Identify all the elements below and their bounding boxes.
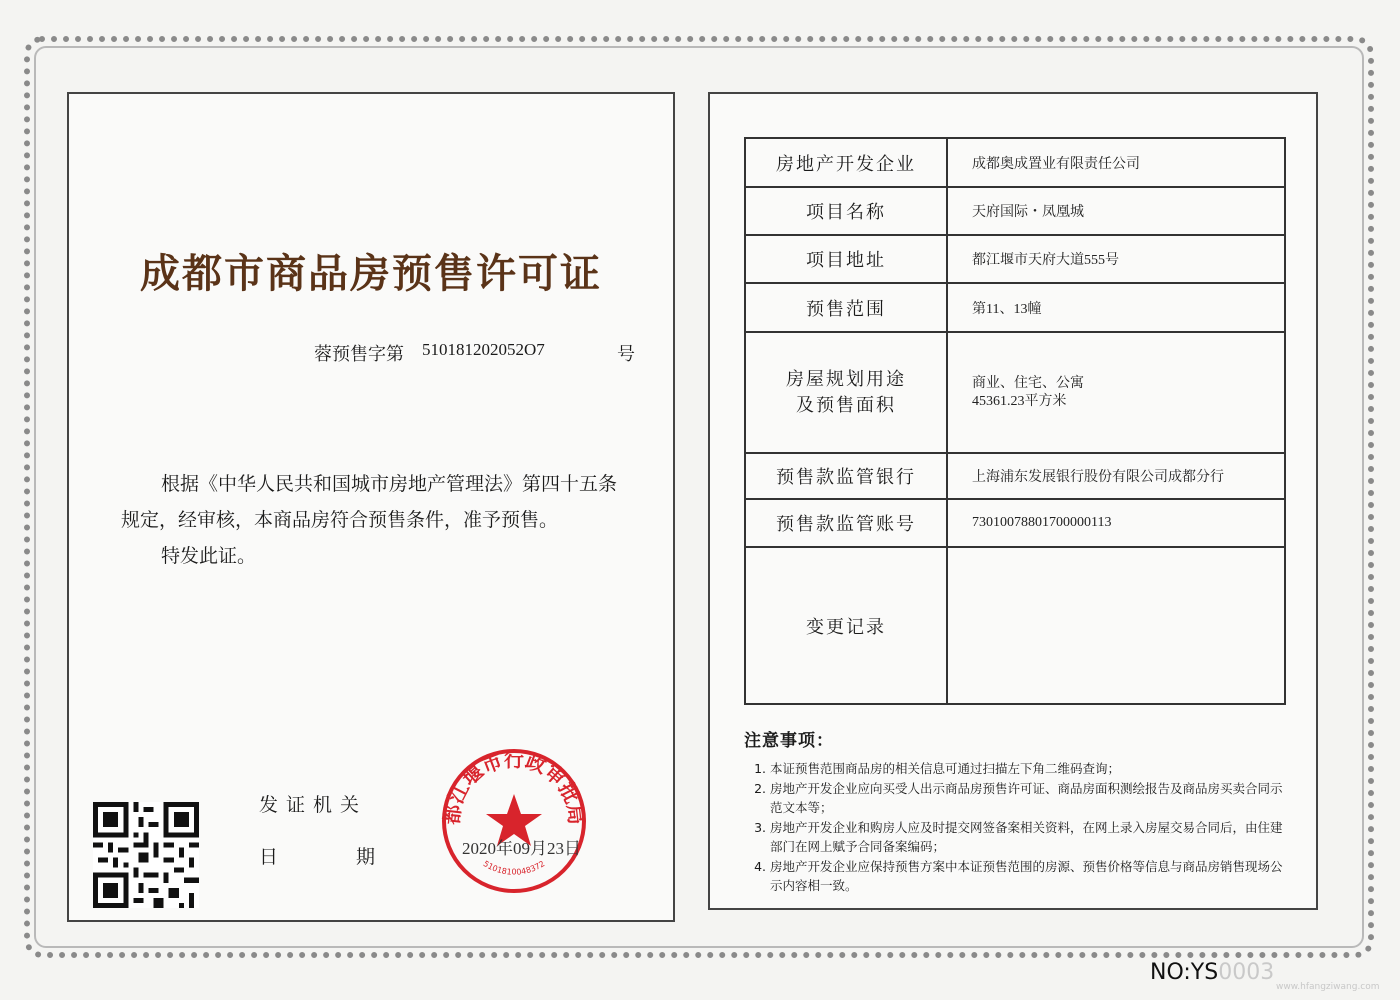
field-label-usage-area: 房屋规划用途 及预售面积 <box>745 332 947 453</box>
table-row <box>745 499 1285 547</box>
body-line-2: 规定，经审核，本商品房符合预售条件，准予预售。 <box>121 509 559 531</box>
issuing-authority-label: 发证机关 <box>259 794 368 816</box>
certificate-title: 成都市商品房预售许可证 <box>140 250 602 297</box>
seal-text: 都江堰市行政审批局 <box>439 747 589 826</box>
field-value-supervision-bank: 上海浦东发展银行股份有限公司成都分行 <box>947 453 1285 499</box>
certificate-right-panel <box>708 92 1318 910</box>
note-item: 4. 房地产开发企业应保持预售方案中本证预售范围的房源、预售价格等信息与商品房销售现场公示内容相一致。 <box>770 857 1292 895</box>
table-row <box>745 138 1285 187</box>
notes-title: 注意事项： <box>744 731 834 751</box>
table-row <box>745 547 1285 704</box>
field-label-presale-scope: 预售范围 <box>745 283 947 332</box>
permit-number: 510181202052O7 <box>422 340 545 359</box>
notes-section <box>744 726 1292 896</box>
table-row <box>745 453 1285 499</box>
note-item: 2. 房地产开发企业应向买受人出示商品房预售许可证、商品房面积测绘报告及商品房买卖合同示范文本等； <box>770 779 1292 817</box>
official-seal <box>439 746 589 896</box>
field-value-project-address: 都江堰市天府大道555号 <box>947 235 1285 283</box>
date-label-part-1: 日 <box>259 846 279 868</box>
certificate-left-panel <box>67 92 675 922</box>
field-value-usage-area: 商业、住宅、公寓 45361.23平方米 <box>947 332 1285 453</box>
permit-suffix: 号 <box>617 344 635 365</box>
field-label-supervision-account: 预售款监管账号 <box>745 499 947 547</box>
table-row <box>745 332 1285 453</box>
note-item: 1. 本证预售范围商品房的相关信息可通过扫描左下角二维码查询； <box>770 759 1292 778</box>
certificate-body <box>121 466 641 574</box>
watermark-site: www.hfangziwang.com <box>1276 982 1380 992</box>
date-label-part-2: 期 <box>356 846 376 868</box>
field-label-project-address: 项目地址 <box>745 235 947 283</box>
field-label-developer: 房地产开发企业 <box>745 138 947 187</box>
permit-prefix: 蓉预售字第 <box>314 344 404 365</box>
qr-code-icon[interactable] <box>93 802 199 908</box>
serial-label: NO:YS <box>1150 960 1219 985</box>
body-line-1: 根据《中华人民共和国城市房地产管理法》第四十五条 <box>161 473 618 495</box>
field-value-developer: 成都奥成置业有限责任公司 <box>947 138 1285 187</box>
serial-value: 0003 <box>1218 960 1275 985</box>
serial-number <box>1150 960 1274 985</box>
field-value-supervision-account: 73010078801700000113 <box>947 499 1285 547</box>
field-label-change-record: 变更记录 <box>745 547 947 704</box>
table-row <box>745 187 1285 235</box>
seal-code: 5101810048372 <box>481 859 547 877</box>
field-label-project-name: 项目名称 <box>745 187 947 235</box>
field-value-presale-scope: 第11、13幢 <box>947 283 1285 332</box>
date-label <box>259 842 375 869</box>
field-label-supervision-bank: 预售款监管银行 <box>745 453 947 499</box>
body-line-3: 特发此证。 <box>161 545 257 567</box>
notes-list <box>744 759 1292 895</box>
field-value-change-record <box>947 547 1285 704</box>
table-row <box>745 235 1285 283</box>
note-item: 3. 房地产开发企业和购房人应及时提交网签备案相关资料，在网上录入房屋交易合同后，由住建部门在网上赋予合同备案编码； <box>770 818 1292 856</box>
details-table <box>744 137 1286 705</box>
issue-date: 2020年09月23日 <box>462 839 581 858</box>
field-value-project-name: 天府国际・凤凰城 <box>947 187 1285 235</box>
table-row <box>745 283 1285 332</box>
